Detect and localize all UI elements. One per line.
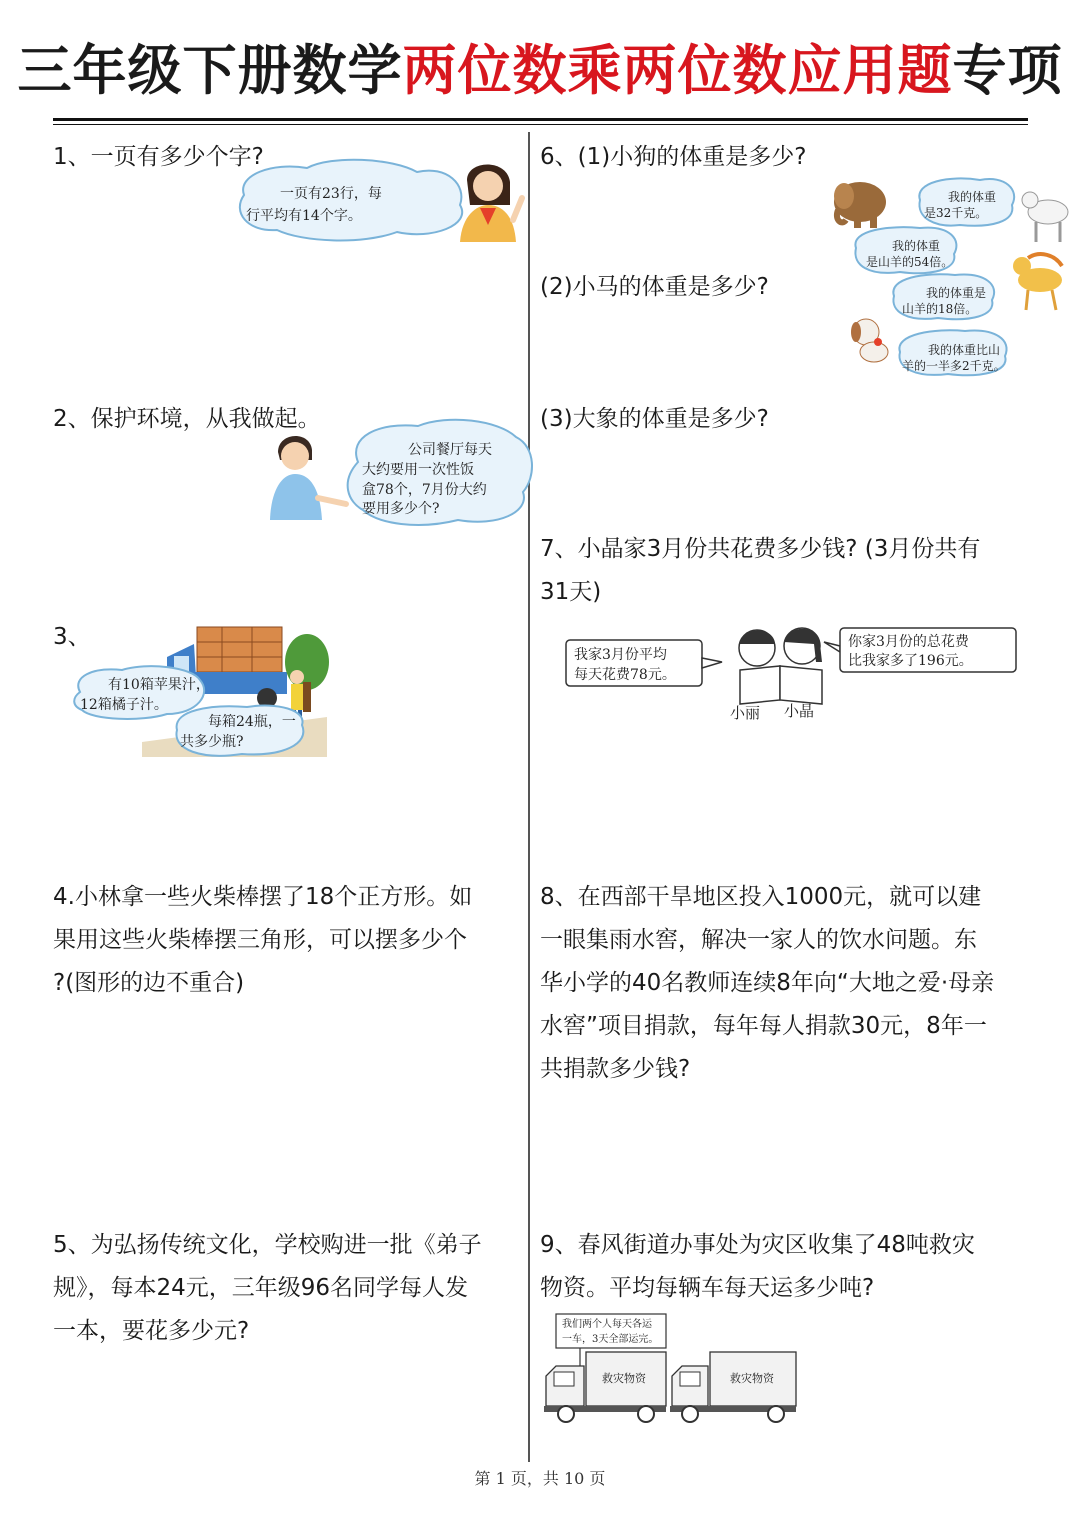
title-part2-highlight: 两位数乘两位数应用题 (402, 38, 953, 102)
q9-line1: 9、春风街道办事处为灾区收集了48吨救灾 (540, 1232, 975, 1258)
q7-left-bubble-line2: 每天花费78元。 (574, 667, 676, 683)
question-6-part2: (2)小马的体重是多少? (540, 274, 769, 300)
q3-bubble2-line1: 每箱24瓶，一 (208, 714, 296, 730)
q3-bubble2-line2: 共多少瓶? (180, 734, 244, 750)
q5-line2: 规》，每本24元，三年级96名同学每人发 (53, 1275, 469, 1301)
elephant-bubble-line1: 我的体重 (892, 239, 941, 253)
goat-bubble-line2: 是32千克。 (924, 206, 988, 220)
q3-illustration (72, 622, 332, 762)
q8-line2: 一眼集雨水窖，解决一家人的饮水问题。东 (540, 927, 977, 953)
q8-line4: 水窖”项目捐款，每年每人捐款30元，8年一 (540, 1013, 987, 1039)
q7-line1: 7、小晶家3月份共花费多少钱? (3月份共有 (540, 536, 981, 562)
dog-bubble-line1: 我的体重比山 (928, 343, 1001, 357)
q4-line3: ?(图形的边不重合) (53, 970, 245, 996)
q2-bubble-line1: 公司餐厅每天 (408, 442, 492, 458)
question-6-part3: (3)大象的体重是多少? (540, 406, 769, 432)
truck-2-label: 救灾物资 (730, 1372, 774, 1385)
two-girls-reading-icon (739, 628, 822, 704)
goat-bubble-line1: 我的体重 (948, 190, 997, 204)
q9-sign-line2: 一车，3天全部运完。 (562, 1334, 659, 1345)
q2-illustration (268, 412, 536, 532)
truck-1-label: 救灾物资 (602, 1372, 646, 1385)
q7-illustration (562, 622, 1022, 726)
title-part1: 三年级下册数学 (17, 38, 403, 102)
q4-line1: 4.小林拿一些火柴棒摆了18个正方形。如 (53, 884, 473, 910)
q5-line3: 一本，要花多少元? (53, 1318, 250, 1344)
truck-1-icon (544, 1352, 666, 1422)
question-7 (540, 528, 980, 614)
q2-bubble-line3: 盒78个，7月份大约 (362, 482, 487, 498)
page-title (0, 28, 1080, 105)
dog-bubble-line2: 羊的一半多2千克。 (902, 359, 1006, 373)
q7-name-right: 小晶 (784, 702, 815, 720)
q7-name-left: 小丽 (730, 704, 761, 722)
question-6-part1: 6、(1)小狗的体重是多少? (540, 144, 807, 170)
question-5 (53, 1224, 482, 1353)
man-presenter-icon (270, 436, 346, 520)
q7-right-bubble-line2: 比我家多了196元。 (848, 653, 973, 669)
question-4 (53, 876, 472, 1005)
truck-2-icon (670, 1352, 796, 1422)
elephant-bubble-line2: 是山羊的54倍。 (866, 255, 954, 269)
q1-bubble-line2: 行平均有14个字。 (246, 208, 362, 224)
q1-bubble-line1: 一页有23行，每 (280, 186, 382, 202)
question-9 (540, 1224, 975, 1310)
q6-illustration (830, 170, 1080, 382)
elephant-icon (834, 182, 886, 228)
goat-icon (1022, 192, 1068, 242)
q2-bubble-line4: 要用多少个? (362, 501, 440, 517)
q4-line2: 果用这些火柴棒摆三角形，可以摆多少个 (53, 927, 467, 953)
q9-line2: 物资。平均每辆车每天运多少吨? (540, 1275, 875, 1301)
q8-line5: 共捐款多少钱? (540, 1056, 691, 1082)
q7-left-bubble-line1: 我家3月份平均 (574, 647, 667, 663)
q7-right-bubble-line1: 你家3月份的总花费 (848, 634, 969, 650)
dog-icon (851, 319, 888, 362)
question-3: 3、 (53, 624, 91, 650)
page-footer: 第 1 页，共 10 页 (474, 1469, 606, 1488)
q8-line3: 华小学的40名教师连续8年向“大地之爱·母亲 (540, 970, 995, 996)
title-rule-thin (53, 124, 1028, 125)
q3-bubble1-line2: 12箱橘子汁。 (80, 697, 168, 713)
q5-line1: 5、为弘扬传统文化，学校购进一批《弟子 (53, 1232, 482, 1258)
column-divider (528, 132, 530, 1462)
question-8 (540, 876, 994, 1091)
title-rule-thick (53, 118, 1028, 121)
q9-illustration (540, 1310, 802, 1424)
horse-bubble-line1: 我的体重是 (926, 286, 987, 300)
q9-sign-line1: 我们两个人每天各运 (562, 1319, 652, 1330)
teacher-woman-icon (460, 165, 522, 243)
question-2: 2、保护环境，从我做起。 (53, 406, 321, 432)
q7-line2: 31天) (540, 579, 602, 605)
title-part3: 专项 (952, 38, 1063, 102)
horse-icon (1013, 254, 1062, 310)
question-1: 1、一页有多少个字? (53, 144, 264, 170)
q2-bubble-line2: 大约要用一次性饭 (362, 462, 474, 478)
q3-bubble1-line1: 有10箱苹果汁， (108, 677, 210, 693)
q8-line1: 8、在西部干旱地区投入1000元，就可以建 (540, 884, 982, 910)
horse-bubble-line2: 山羊的18倍。 (902, 302, 978, 316)
q1-illustration (232, 150, 530, 250)
